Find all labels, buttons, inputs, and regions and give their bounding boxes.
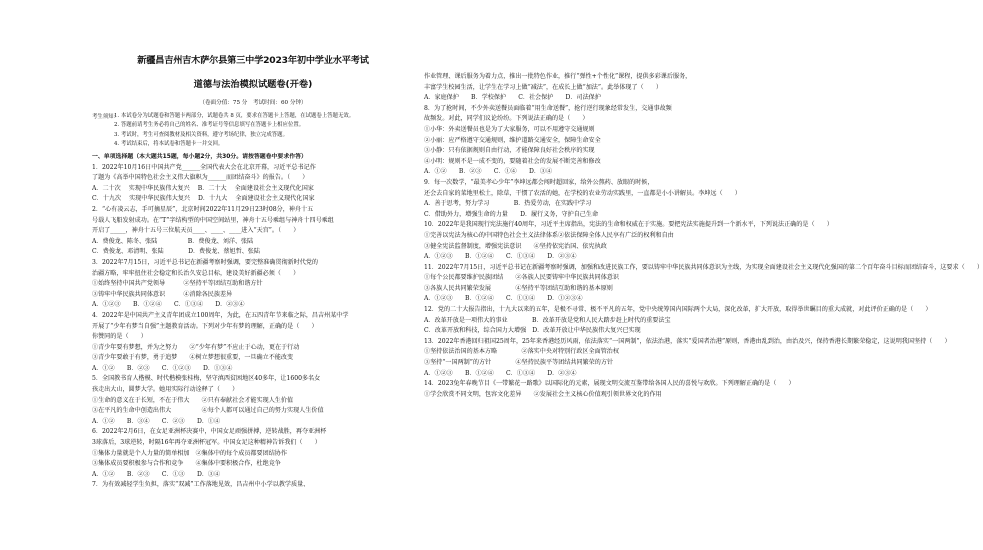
question-line: 故频发。对此，同学们议论纷纷。下列说法正确的是（ ） xyxy=(424,115,589,123)
question-line: 9．每一次数学，“最美孝心少年”李坤远都会闯时超回家，给外公熬药、放眼的时候， xyxy=(424,178,654,186)
candidate-notes xyxy=(92,112,414,150)
question-line: A．①②③ B．①②④ C．①③④ D．②③④ xyxy=(424,253,577,261)
section-heading: 一、单项选择题（本大题共15题，每小题2分，共30分。请按答题卷中要求作答） xyxy=(92,154,307,160)
question-line: ③各族人民共同繁荣发展 ④坚持平等团结互助和谐的基本原则 xyxy=(424,284,613,292)
question-line: 4．2022年是中国共产主义青年团成立100周年，为此，在五四青年节来临之际，昌吉州某中学 xyxy=(92,311,349,319)
question-line: ③小静：只有依据规则自由行动，才能保障良好社会秩序的实现 xyxy=(424,147,595,155)
question-line: ③铸牢中华民族共同体意识 ④消除各民族差异 xyxy=(92,290,233,298)
question-line: A．①②③ B．①②④ C．①③④ D．①②③④ xyxy=(424,295,583,303)
question-line: 3．2022年7月15日，习近平总书记在新疆考察时强调，要完整准确贯彻新时代党的 xyxy=(92,258,319,266)
question-line: 丰富学生校园生活，让学生在学习上做“减法”，在成长上做“加法”。此举体现了（ ） xyxy=(424,83,662,91)
question-line: A．二十次 实现中华民族伟大复兴 B．二十大 全面建设社会主义现代化国家 xyxy=(92,184,314,192)
exam-subtitle: 道德与法治模拟试题卷(开卷) xyxy=(193,79,313,90)
question-line: ①每个公民都要维护民族团结 ②各族人民要铸牢中华民族共同体意识 xyxy=(424,274,619,282)
question-line: ①生命的意义在于长短，不在于伟大 ②只有奉献社会才能实现人生价值 xyxy=(92,396,294,404)
question-line: ③健全宪法监督制度，增强宪法意识 ④坚持依宪治国、依宪执政 xyxy=(424,242,607,250)
question-line: 作业管理、课后服务为着力点，推出一批特色作业，推行“弹性+个性化”课程，提供多彩课后服务， xyxy=(424,73,692,80)
question-line: C．借助外力，增强生命的力量 D．履行义务，守护自己生命 xyxy=(424,210,599,218)
question-line: 开启了_____，神舟十五号三位航天员____、____、____进入“天宫”。（ ） xyxy=(92,227,300,235)
question-line: A．①② B．③④ C．②③ D．①④ xyxy=(92,417,221,425)
question-line: 开展了“少年有梦当自强”主题教育活动。下列对少年有梦的理解，正确的是（ ） xyxy=(92,322,318,330)
note-item: 2. 答题前请考生务必将自己的姓名、准考证号等信息填写在答题卡上相应位置。 xyxy=(114,122,305,129)
question-line: 7．为有效减轻学生负担，落实“双减”工作落地见效，昌吉州中小学以教学质量、 xyxy=(92,481,310,489)
question-line: 10．2022年是我国现行宪法施行40周年，习近平主席指出，宪法的生命和权威在于实施。要把宪法实施提升到一个新水平，下列说法正确的是（ ） xyxy=(424,221,833,229)
question-line: 2．“心有凌云志，手可摘星辰”，北京时间2022年11月29日23时08分，神舟十五 xyxy=(92,205,314,213)
question-line: A．①②③ B．①②④ C．①③④ D．②③④ xyxy=(92,301,245,309)
question-line: 5．全国教书育人楷模、时代楷模张桂梅，坚守滇西贫困地区40多年，让1600多名女 xyxy=(92,375,321,383)
question-line: 12．党的二十大报告指出，十九大以来的五年，是极不寻常、极不平凡的五年，党中央统筹国内国际两个大局，深化改革，扩大开放，取得举世瞩目的重大成就，对此评价正确的是（ ） xyxy=(424,306,932,314)
note-item: 3. 考试时，考生可查阅教材及相关资料，遵守考场纪律，独立完成答题。 xyxy=(114,131,288,138)
question-line: 11．2022年7月15日，习近平总书记在新疆考察时强调，加强和改进民族工作，要以铸牢中华民族共同体意识为主线，为实现全面建设社会主义现代化强国的第二个百年奋斗目标而团结奋斗，这要求（ ） xyxy=(424,263,983,271)
question-line: A．家庭保护 B．学校保护 C．社会保护 D．司法保护 xyxy=(424,94,601,102)
question-line: C．十九次 实现中华民族伟大复兴 D．十九大 全面建设社会主义现代化国家 xyxy=(92,195,315,203)
question-line: ①学会欣赏不同文明，包容文化差异 ②发展社会主义核心价值观引领世界文化的作用 xyxy=(424,390,662,398)
question-line: 治疆方略，牢牢扭住社会稳定和长治久安总目标，建设美好新疆必须（ ） xyxy=(92,269,300,277)
note-item: 1. 本试卷分为试题卷和答题卡两部分，试题卷共 8 页，要求在答题卡上答题，在试题卷上答题无效。 xyxy=(114,113,355,119)
question-line: ①完善以宪法为核心的中国特色社会主义法律体系②依法保障全体人民享有广泛的权利和自由 xyxy=(424,231,674,239)
question-line: 6．2022年2月6日，在女足亚洲杯决赛中，中国女足顽强拼搏，逆转战胜，再夺亚洲杯 xyxy=(92,428,327,436)
exam-title: 新疆昌吉州吉木萨尔县第三中学2023年初中学业水平考试 xyxy=(137,55,369,66)
question-line: A．①②③ B．①②④ C．①③④ D．②③④ xyxy=(424,369,577,377)
question-line: 1．2022年10月16日中国共产党______全国代表大会在北京开幕，习近平总书记作 xyxy=(92,163,316,171)
question-line: ①小华：外卖送餐员也是为了大家服务，可以不用遵守交通规则 xyxy=(424,125,595,133)
left-question-text xyxy=(92,152,414,491)
question-line: ①青少年要有梦想，并为之努力 ②“少年有梦”不应止于心动，更在于行动 xyxy=(92,343,300,351)
question-line: ②小丽：应严格遵守交通规则，维护道路交通安全，保障生命安全 xyxy=(424,136,601,144)
notes-heading: 考生须知： xyxy=(92,114,119,120)
question-line: A．①② B．②③ C．①③ D．③④ xyxy=(92,470,221,478)
question-line: ③集体成员要积极参与合作和竞争 ④集体中要积极合作，杜绝竞争 xyxy=(92,460,281,468)
question-line: A．改革开放是一项伟大的事业 B．改革开放是党和人民大踏步赶上时代的重要法宝 xyxy=(424,316,671,324)
question-line: ③坚持“一国两制”的方针 ④坚持民族平等团结共同繁荣的方针 xyxy=(424,359,614,367)
question-line: A．费俊龙、陈冬、张陆 B．费俊龙、刘洋、张陆 xyxy=(92,237,254,245)
question-line: 8．为了抢时间，不少外卖送餐员面临着“用生命送餐”，抢行逆行现象经常发生，交通事故频 xyxy=(424,104,672,112)
question-line: 13．2022年香港回归祖国25周年，25年来香港经历风雨，依法落实“一国两制”，依法治港，落实“爱国者治港”原则，香港由乱到治，由治及兴，保持香港长期繁荣稳定，这说明我国坚持（ ） xyxy=(424,337,951,345)
question-line: A．①② B．②③ C．①②③ D．①③④ xyxy=(92,364,233,372)
question-line: 号载人飞船发射成功。在“T”字结构型的中国空间站里，神舟十五号乘组与神舟十四号乘组 xyxy=(92,216,334,224)
question-line: 还会去自家的菜地里松土，除草，干惯了农活的她，在学校的农业劳动实践里，一直都是小小讲解员。李坤远（ ） xyxy=(424,189,741,197)
note-item: 4. 考试结束后，将本试卷和答题卡一并交回。 xyxy=(114,141,224,148)
question-line: 14．2023兔年春晚节目《一带繁花一路歌》以国际化的元素，展现文明交流互鉴带给各国人民的喜悦与欢欣。下列理解正确的是（ ） xyxy=(424,380,795,388)
question-line: ①坚持依法治国的基本方略 ②落实中央对特别行政区全面管治权 xyxy=(424,348,619,356)
question-line: 了题为《高举中国特色社会主义伟大旗帜为______而团结奋斗》的报告。（ ） xyxy=(92,174,309,182)
question-line: ①始终坚持中国共产党领导 ②坚持平等团结互助和谐方针 xyxy=(92,280,263,288)
question-line: C．费俊龙、邓清明、张陆 D．费俊龙、蔡旭哲、张陆 xyxy=(92,248,260,256)
right-question-text xyxy=(424,72,983,400)
question-line: 你赞同的是（ ） xyxy=(92,333,147,341)
question-line: 3球落后，3球逆转，时隔16年再夺亚洲杯冠军。中国女足这种精神告诉我们（ ） xyxy=(92,439,321,447)
question-line: A．①② B．②③ C．①④ D．③④ xyxy=(424,168,553,176)
question-line: ③在平凡的生命中创造出伟大 ④每个人都可以通过自己的努力实现人生价值 xyxy=(92,407,324,415)
question-line: 孩走出大山，圆梦大学。她用实际行动诠释了（ ） xyxy=(92,386,239,394)
question-line: ①集体力量就是个人力量的简单相加 ②集体中的每个成员都要团结协作 xyxy=(92,449,287,457)
question-line: A．善于思考，努力学习 B．热爱劳动，在实践中学习 xyxy=(424,200,592,208)
question-line: ④小明：规则不是一成不变的，要随着社会的发展不断完善和修改 xyxy=(424,157,601,165)
question-line: C．改革开放和科技，综合国力大增强 D．改革开放让中华民族伟大复兴已实现 xyxy=(424,327,641,335)
question-line: ③青少年要敢于有梦，勇于追梦 ④树立梦想很重要，一旦确立不能改变 xyxy=(92,354,294,362)
exam-meta: （卷面分值：75 分 考试时间：60 分钟） xyxy=(199,100,307,106)
